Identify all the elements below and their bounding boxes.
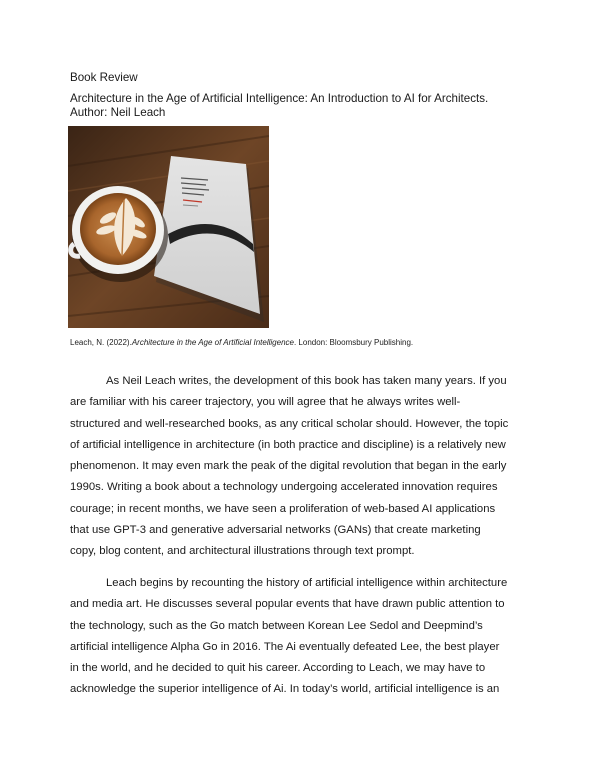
paragraph-line: the technology, such as the Go match between Korean Lee Sedol and Deepmind’s [70,619,483,632]
paragraph-line: of artificial intelligence in architecture (in both practice and discipline) is a relatively new [70,438,506,451]
paragraph-1 [70,371,526,563]
paragraph-line: are familiar with his career trajectory, you will agree that he always writes well- [70,396,461,409]
caption-prefix: Leach, N. (2022). [70,338,132,347]
paragraph-line: courage; in recent months, we have seen a proliferation of web-based AI applications [70,502,496,515]
paragraph-line: 1990s. Writing a book about a technology undergoing accelerated innovation requires [70,481,498,494]
paragraph-line: As Neil Leach writes, the development of this book has taken many years. If you [106,375,507,387]
paragraph-line: Leach begins by recounting the history of artificial intelligence within architecture [106,577,508,589]
book-title: Architecture in the Age of Artificial Intelligence: An Introduction to AI for Architects. [70,92,489,105]
paragraph-line: that use GPT-3 and generative adversarial networks (GANs) that create marketing [70,524,481,537]
paragraph-line: phenomenon. It may even mark the peak of the digital revolution that began in the early [70,460,507,473]
book-author: Author: Neil Leach [70,106,166,119]
caption-title: Architecture in the Age of Artificial Intelligence [131,338,294,347]
caption-suffix: . London: Bloomsbury Publishing. [293,338,414,347]
book-photo [68,126,269,328]
paragraph-line: copy, blog content, and architectural illustrations through text prompt. [70,545,415,558]
figure-caption [70,338,413,347]
paragraph-line: acknowledge the superior intelligence of Ai. In today’s world, artificial intelligence is an [70,683,500,696]
review-label: Book Review [70,71,138,84]
paragraph-line: and media art. He discusses several popular events that have drawn public attention to [70,598,505,611]
paragraph-line: structured and well-researched books, as any critical scholar should. However, the topic [70,417,509,430]
paragraph-line: in the world, and he decided to quit his career. According to Leach, we may have to [70,662,486,675]
paragraph-2 [70,573,526,701]
paragraph-line: artificial intelligence Alpha Go in 2016. The Ai eventually defeated Lee, the best player [70,640,500,653]
